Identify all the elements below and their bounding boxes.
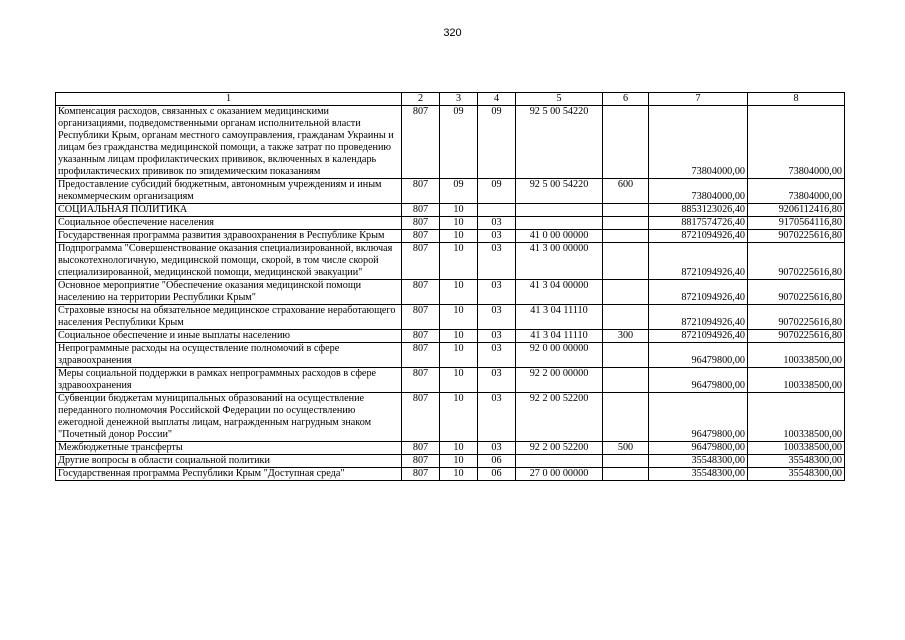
target-article-cell: 27 0 00 00000 xyxy=(516,468,603,481)
section-cell: 09 xyxy=(440,179,478,204)
section-cell: 10 xyxy=(440,243,478,280)
amount-year1-cell: 35548300,00 xyxy=(649,468,748,481)
table-row xyxy=(56,468,845,481)
expense-type-cell xyxy=(603,393,649,442)
item-name-cell: Социальное обеспечение и иные выплаты населению xyxy=(56,330,402,343)
expense-type-cell xyxy=(603,305,649,330)
section-cell: 09 xyxy=(440,106,478,179)
subsection-cell: 03 xyxy=(478,230,516,243)
item-name-cell: Компенсация расходов, связанных с оказанием медицинскими организациями, подведомственными органам исполнительной власти Республики Крым, органам местного самоуправления, гражданам Украины и лицам без гражданства медицинской помощи, а также затрат по проведению указанным лицам профилактических прививок, включенных в календарь профилактических прививок по эпидемическим показаниям xyxy=(56,106,402,179)
target-article-cell: 92 2 00 00000 xyxy=(516,368,603,393)
section-cell: 10 xyxy=(440,442,478,455)
table-row xyxy=(56,217,845,230)
expense-type-cell xyxy=(603,217,649,230)
expense-type-cell xyxy=(603,368,649,393)
amount-year1-cell: 8721094926,40 xyxy=(649,280,748,305)
amount-year2-cell: 9070225616,80 xyxy=(748,230,845,243)
subsection-cell xyxy=(478,204,516,217)
amount-year1-cell: 35548300,00 xyxy=(649,455,748,468)
table-row xyxy=(56,204,845,217)
admin-code-cell: 807 xyxy=(402,368,440,393)
expense-type-cell xyxy=(603,468,649,481)
table-row xyxy=(56,442,845,455)
section-cell: 10 xyxy=(440,305,478,330)
admin-code-cell: 807 xyxy=(402,280,440,305)
admin-code-cell: 807 xyxy=(402,230,440,243)
target-article-cell: 92 5 00 54220 xyxy=(516,179,603,204)
header-cell: 1 xyxy=(56,93,402,106)
table-row xyxy=(56,230,845,243)
subsection-cell: 03 xyxy=(478,330,516,343)
amount-year2-cell: 100338500,00 xyxy=(748,393,845,442)
amount-year1-cell: 96479800,00 xyxy=(649,442,748,455)
table-row xyxy=(56,368,845,393)
item-name-cell: Другие вопросы в области социальной политики xyxy=(56,455,402,468)
section-cell: 10 xyxy=(440,468,478,481)
section-cell: 10 xyxy=(440,368,478,393)
expense-type-cell xyxy=(603,230,649,243)
item-name-cell: Социальное обеспечение населения xyxy=(56,217,402,230)
amount-year2-cell: 73804000,00 xyxy=(748,106,845,179)
budget-table xyxy=(55,92,845,481)
table-row xyxy=(56,330,845,343)
admin-code-cell: 807 xyxy=(402,442,440,455)
table-row xyxy=(56,280,845,305)
admin-code-cell: 807 xyxy=(402,243,440,280)
header-cell: 3 xyxy=(440,93,478,106)
subsection-cell: 06 xyxy=(478,468,516,481)
item-name-cell: Государственная программа Республики Крым "Доступная среда" xyxy=(56,468,402,481)
admin-code-cell: 807 xyxy=(402,305,440,330)
header-cell: 6 xyxy=(603,93,649,106)
table-row xyxy=(56,393,845,442)
target-article-cell: 41 3 04 11110 xyxy=(516,305,603,330)
section-cell: 10 xyxy=(440,204,478,217)
subsection-cell: 03 xyxy=(478,243,516,280)
amount-year2-cell: 100338500,00 xyxy=(748,442,845,455)
target-article-cell xyxy=(516,204,603,217)
subsection-cell: 03 xyxy=(478,393,516,442)
amount-year2-cell: 9070225616,80 xyxy=(748,330,845,343)
amount-year1-cell: 96479800,00 xyxy=(649,393,748,442)
admin-code-cell: 807 xyxy=(402,106,440,179)
section-cell: 10 xyxy=(440,343,478,368)
item-name-cell: Основное мероприятие "Обеспечение оказания медицинской помощи населению на территории Республики Крым" xyxy=(56,280,402,305)
amount-year1-cell: 73804000,00 xyxy=(649,179,748,204)
table-row xyxy=(56,305,845,330)
amount-year2-cell: 9070225616,80 xyxy=(748,305,845,330)
header-row xyxy=(56,93,845,106)
item-name-cell: Непрограммные расходы на осуществление полномочий в сфере здравоохранения xyxy=(56,343,402,368)
expense-type-cell xyxy=(603,243,649,280)
amount-year1-cell: 8817574726,40 xyxy=(649,217,748,230)
target-article-cell: 41 3 04 00000 xyxy=(516,280,603,305)
target-article-cell: 41 0 00 00000 xyxy=(516,230,603,243)
amount-year2-cell: 9070225616,80 xyxy=(748,243,845,280)
expense-type-cell xyxy=(603,204,649,217)
expense-type-cell xyxy=(603,343,649,368)
admin-code-cell: 807 xyxy=(402,330,440,343)
item-name-cell: Предоставление субсидий бюджетным, автономным учреждениям и иным некоммерческим организациям xyxy=(56,179,402,204)
header-cell: 5 xyxy=(516,93,603,106)
admin-code-cell: 807 xyxy=(402,455,440,468)
table-row xyxy=(56,179,845,204)
target-article-cell: 41 3 04 11110 xyxy=(516,330,603,343)
expense-type-cell xyxy=(603,280,649,305)
amount-year1-cell: 8721094926,40 xyxy=(649,305,748,330)
item-name-cell: Межбюджетные трансферты xyxy=(56,442,402,455)
subsection-cell: 03 xyxy=(478,217,516,230)
target-article-cell: 92 2 00 52200 xyxy=(516,442,603,455)
amount-year1-cell: 96479800,00 xyxy=(649,368,748,393)
item-name-cell: Подпрограмма "Совершенствование оказания специализированной, включая высокотехнологичную, медицинской помощи, скорой, в том числе скорой специализированной, медицинской помощи, медицинской эвакуации" xyxy=(56,243,402,280)
table-row xyxy=(56,455,845,468)
target-article-cell xyxy=(516,217,603,230)
subsection-cell: 03 xyxy=(478,305,516,330)
target-article-cell: 92 0 00 00000 xyxy=(516,343,603,368)
header-cell: 4 xyxy=(478,93,516,106)
item-name-cell: Меры социальной поддержки в рамках непрограммных расходов в сфере здравоохранения xyxy=(56,368,402,393)
amount-year2-cell: 35548300,00 xyxy=(748,468,845,481)
header-cell: 8 xyxy=(748,93,845,106)
table-row xyxy=(56,106,845,179)
admin-code-cell: 807 xyxy=(402,468,440,481)
header-cell: 2 xyxy=(402,93,440,106)
table-row xyxy=(56,243,845,280)
section-cell: 10 xyxy=(440,217,478,230)
subsection-cell: 09 xyxy=(478,179,516,204)
section-cell: 10 xyxy=(440,393,478,442)
amount-year2-cell: 9170564116,80 xyxy=(748,217,845,230)
amount-year1-cell: 73804000,00 xyxy=(649,106,748,179)
item-name-cell: СОЦИАЛЬНАЯ ПОЛИТИКА xyxy=(56,204,402,217)
amount-year1-cell: 96479800,00 xyxy=(649,343,748,368)
admin-code-cell: 807 xyxy=(402,343,440,368)
subsection-cell: 03 xyxy=(478,442,516,455)
section-cell: 10 xyxy=(440,230,478,243)
item-name-cell: Субвенции бюджетам муниципальных образований на осуществление переданного полномочия Российской Федерации по осуществлению ежегодной денежной выплаты лицам, награжденным нагрудным знаком "Почетный донор России" xyxy=(56,393,402,442)
target-article-cell: 92 5 00 54220 xyxy=(516,106,603,179)
expense-type-cell xyxy=(603,455,649,468)
amount-year2-cell: 9070225616,80 xyxy=(748,280,845,305)
admin-code-cell: 807 xyxy=(402,393,440,442)
expense-type-cell: 300 xyxy=(603,330,649,343)
target-article-cell xyxy=(516,455,603,468)
section-cell: 10 xyxy=(440,280,478,305)
subsection-cell: 03 xyxy=(478,368,516,393)
target-article-cell: 41 3 00 00000 xyxy=(516,243,603,280)
target-article-cell: 92 2 00 52200 xyxy=(516,393,603,442)
section-cell: 10 xyxy=(440,330,478,343)
section-cell: 10 xyxy=(440,455,478,468)
amount-year1-cell: 8721094926,40 xyxy=(649,243,748,280)
table-row xyxy=(56,343,845,368)
amount-year1-cell: 8721094926,40 xyxy=(649,230,748,243)
admin-code-cell: 807 xyxy=(402,217,440,230)
expense-type-cell: 600 xyxy=(603,179,649,204)
header-cell: 7 xyxy=(649,93,748,106)
amount-year2-cell: 9206112416,80 xyxy=(748,204,845,217)
amount-year1-cell: 8853123026,40 xyxy=(649,204,748,217)
page-number: 320 xyxy=(443,27,462,39)
amount-year2-cell: 73804000,00 xyxy=(748,179,845,204)
expense-type-cell: 500 xyxy=(603,442,649,455)
admin-code-cell: 807 xyxy=(402,179,440,204)
expense-type-cell xyxy=(603,106,649,179)
subsection-cell: 03 xyxy=(478,280,516,305)
amount-year2-cell: 100338500,00 xyxy=(748,343,845,368)
amount-year2-cell: 100338500,00 xyxy=(748,368,845,393)
amount-year2-cell: 35548300,00 xyxy=(748,455,845,468)
admin-code-cell: 807 xyxy=(402,204,440,217)
subsection-cell: 03 xyxy=(478,343,516,368)
subsection-cell: 09 xyxy=(478,106,516,179)
item-name-cell: Страховые взносы на обязательное медицинское страхование неработающего населения Республики Крым xyxy=(56,305,402,330)
item-name-cell: Государственная программа развития здравоохранения в Республике Крым xyxy=(56,230,402,243)
subsection-cell: 06 xyxy=(478,455,516,468)
amount-year1-cell: 8721094926,40 xyxy=(649,330,748,343)
